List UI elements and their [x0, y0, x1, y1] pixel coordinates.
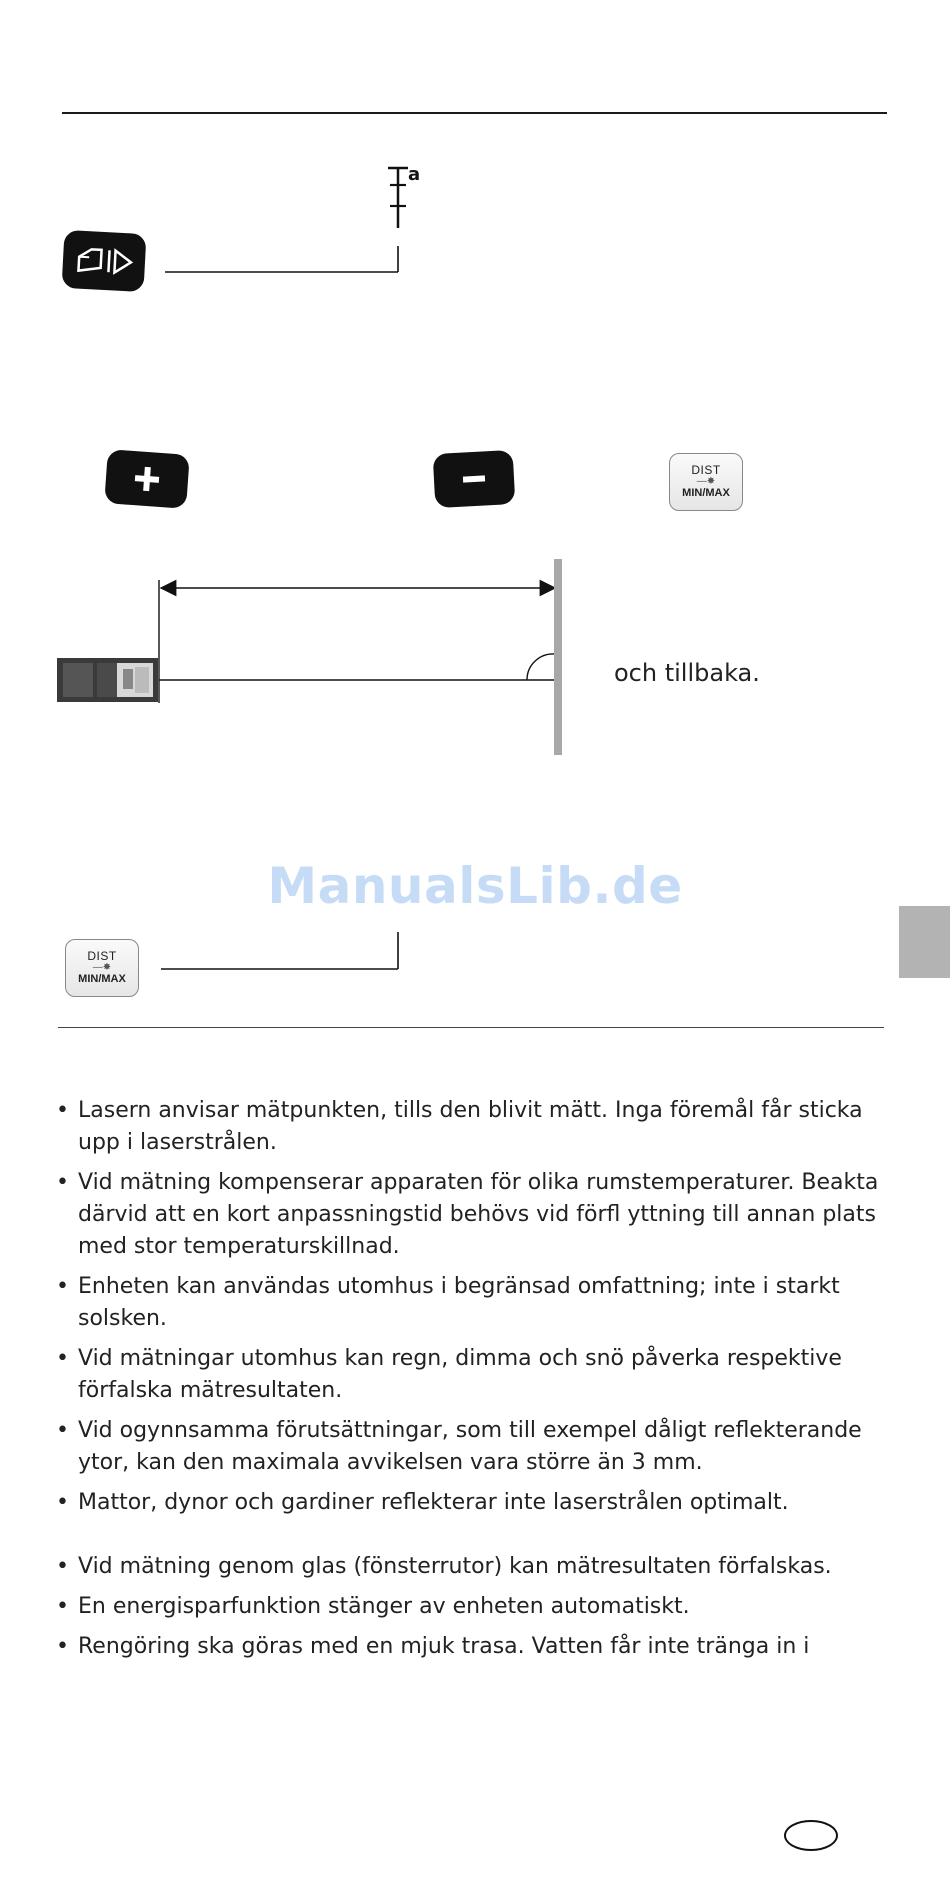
dist-label-2: DIST: [87, 949, 117, 963]
dist-minmax-button-2[interactable]: [65, 939, 139, 997]
rangefinder-device-icon: [57, 658, 158, 702]
minus-icon: [458, 463, 490, 495]
note-item: • Vid mätning kompenserar apparaten för olika rumstemperaturer. Beakta därvid att en kort anpassningstid behövs vid förfl yttning till annan plats med stor temperaturskillnad.: [56, 1167, 886, 1263]
dist-minmax-button[interactable]: [669, 453, 743, 511]
dist-leader-diagram: [158, 928, 408, 973]
language-badge-oval: [784, 1820, 838, 1851]
minmax-label-2: MIN/MAX: [78, 973, 126, 985]
reference-mode-icon: [70, 242, 138, 279]
note-item: • Vid mätningar utomhus kan regn, dimma och snö påverka respektive förfalska mätresultaten.: [56, 1343, 886, 1407]
chapter-tab: [899, 906, 950, 978]
note-item: • Vid mätning genom glas (fönsterrutor) kan mätresultaten förfalskas.: [56, 1551, 886, 1583]
note-item: • En energisparfunktion stänger av enheten automatiskt.: [56, 1591, 886, 1623]
note-item: • Lasern anvisar mätpunkten, tills den blivit mätt. Inga föremål får sticka upp i laserstrålen.: [56, 1095, 886, 1159]
top-rule: [62, 112, 887, 114]
dist-label: DIST: [691, 463, 721, 477]
note-item: • Rengöring ska göras med en mjuk trasa. Vatten får inte tränga in i: [56, 1631, 886, 1663]
plus-button[interactable]: [104, 449, 190, 509]
tick-label: a: [408, 164, 421, 185]
section-rule: [58, 1027, 884, 1028]
minus-button[interactable]: [433, 450, 516, 508]
minmax-label: MIN/MAX: [682, 487, 730, 499]
reference-mode-button[interactable]: [62, 230, 147, 292]
laser-icon: —✸: [696, 476, 716, 487]
right-angle-arc: [527, 654, 555, 680]
distance-measurement-diagram: [55, 555, 575, 760]
diagram-caption: och tillbaka.: [614, 659, 760, 687]
plus-icon: [131, 463, 163, 495]
note-item: • Enheten kan användas utomhus i begränsad omfattning; inte i starkt solsken.: [56, 1271, 886, 1335]
laser-icon-2: —✸: [92, 962, 112, 973]
target-wall: [554, 559, 562, 755]
watermark: ManualsLib.de: [267, 857, 683, 915]
notes-list: [56, 1095, 886, 1671]
reference-leader-diagram: [160, 160, 440, 280]
note-item: • Vid ogynnsamma förutsättningar, som till exempel dåligt reflekterande ytor, kan den maximala avvikelsen vara större än 3 mm.: [56, 1415, 886, 1479]
note-item: • Mattor, dynor och gardiner reflekterar inte laserstrålen optimalt.: [56, 1487, 886, 1519]
